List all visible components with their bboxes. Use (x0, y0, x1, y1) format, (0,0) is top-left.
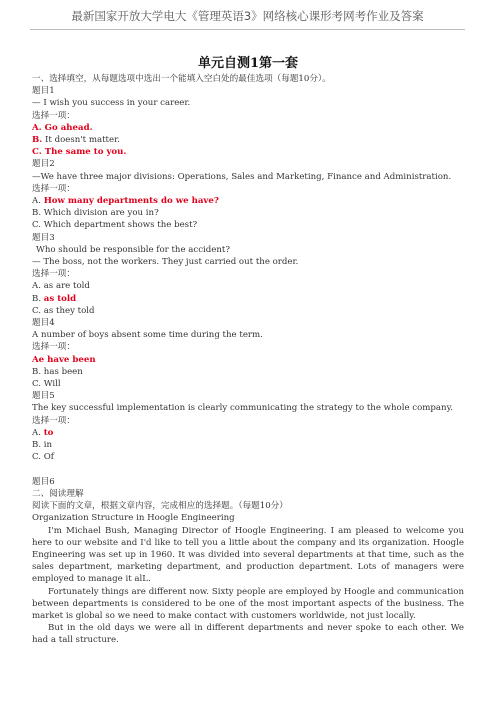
question-prompt: Who should be responsible for the accident? (36, 244, 230, 255)
choose-one-label: 选择一项： (32, 110, 75, 121)
option-a-correct[interactable]: A. How many departments do we have? (32, 196, 219, 207)
section-heading: 二、阅读理解 (32, 488, 84, 499)
question-label: 题目6 (32, 476, 55, 487)
option-c[interactable]: C. Will (32, 379, 61, 390)
question-label: 题目4 (32, 318, 55, 329)
question-prompt: The key successful implementation is clearly communicating the strategy to the whole company. (32, 403, 454, 414)
option-c[interactable]: C. Of (32, 452, 54, 463)
question-prompt: —We have three major divisions: Operations, Sales and Marketing, Finance and Administration. (32, 171, 452, 182)
option-b[interactable]: B. Which division are you in? (32, 208, 159, 219)
passage-paragraph: But in the old days we were all in different departments and never spoke to each other. We had a tall structure. (32, 623, 464, 646)
section-instruction: 一、选择填空，从每题选项中选出一个能填入空白处的最佳选项（每题10分）。 (32, 74, 331, 84)
section-instruction: 阅读下面的文章，根据文章内容，完成相应的选择题。（每题10分） (32, 501, 288, 512)
option-c[interactable]: C. Which department shows the best? (32, 220, 198, 231)
page-title: 单元自测1第一套 (197, 56, 299, 71)
document-body (32, 40, 464, 647)
question-label: 题目3 (32, 232, 55, 243)
option-b[interactable]: B. has been (32, 366, 83, 377)
page-header: 最新国家开放大学电大《管理英语3》网络核心课形考网考作业及答案 (71, 9, 424, 23)
passage-paragraph: I'm Michael Bush, Managing Director of Hoogle Engineering. I am pleased to welcome you here to our website and I'd like to tell you a little about the company and its organization. Hoogle Engineering was set up in 1960. It was divided into several departments at that time, such as the sales department, marketing department, and production department. Lots of managers were employed to manage it alL. (32, 525, 464, 585)
question-label: 题目5 (32, 391, 55, 402)
option-c-correct[interactable]: C. The same to you. (32, 147, 127, 158)
choose-one-label: 选择一项： (32, 269, 75, 280)
passage-paragraph: Fortunately things are different now. Sixty people are employed by Hoogle and communication between departments is considered to be one of the most important aspects of the business. The market is global so we need to make contact with customers worldwide, not just locally. (32, 586, 464, 621)
question-prompt-2: — The boss, not the workers. They just carried out the order. (32, 257, 299, 268)
option-b[interactable]: B. in (32, 440, 53, 451)
option-b-correct[interactable]: B. as told (32, 293, 77, 304)
choose-one-label: 选择一项： (32, 415, 75, 426)
passage-title: Organization Structure in Hoogle Engineering (32, 513, 235, 524)
question-prompt: A number of boys absent some time during the term. (32, 330, 263, 341)
option-a[interactable]: A. as are told (32, 281, 90, 292)
question-label: 题目2 (32, 159, 55, 170)
option-a-correct[interactable]: Ae have been (32, 354, 96, 365)
question-label: 题目1 (32, 86, 55, 97)
spacer (32, 464, 464, 476)
choose-one-label: 选择一项： (32, 342, 75, 353)
option-a-correct[interactable]: A. to (32, 427, 54, 438)
question-prompt: — I wish you success in your career. (32, 98, 191, 109)
option-b[interactable]: B. It doesn't matter. (32, 135, 120, 146)
header-divider (30, 29, 465, 30)
option-c[interactable]: C. as they told (32, 305, 95, 316)
option-a-correct[interactable]: A. Go ahead. (32, 122, 93, 133)
choose-one-label: 选择一项： (32, 183, 75, 194)
